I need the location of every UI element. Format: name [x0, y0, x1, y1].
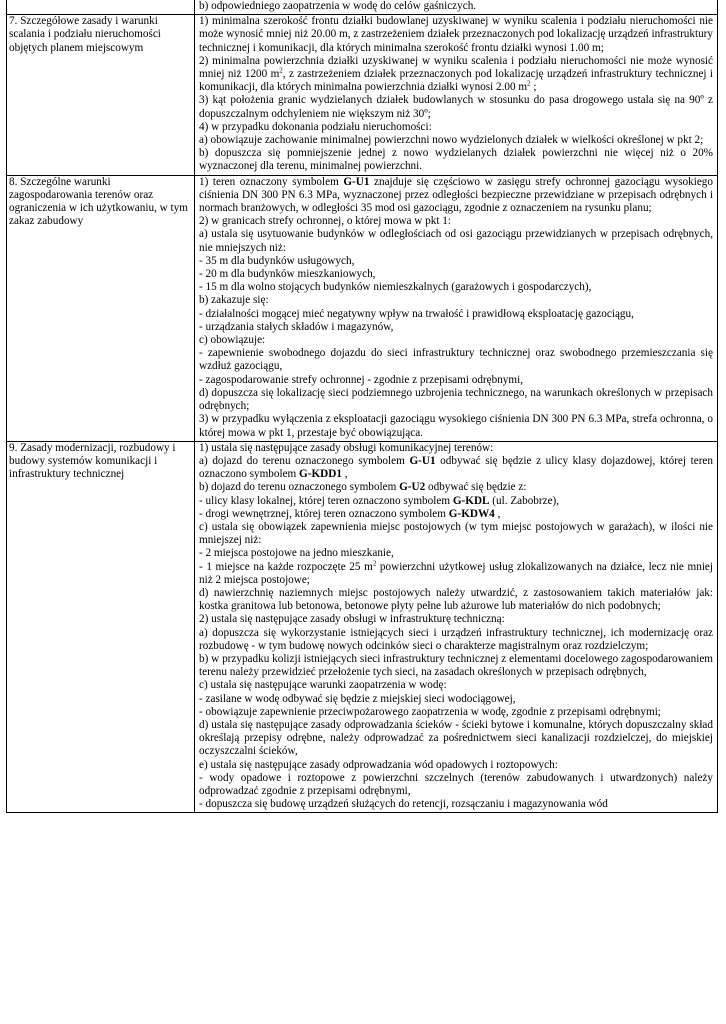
row-content [195, 441, 718, 813]
paragraph [199, 772, 713, 798]
table-row-continuation [7, 0, 718, 15]
text-run: b) zakazuje się: [199, 294, 269, 307]
paragraph [199, 719, 713, 759]
paragraph [199, 387, 713, 413]
paragraph [199, 627, 713, 653]
paragraph [199, 268, 713, 281]
paragraph [199, 558, 713, 587]
zone-symbol: G-U1 [409, 454, 436, 467]
row-content [195, 0, 718, 15]
text-run: 2) ustala się następujące zasady obsługi w infrastrukturę techniczną: [199, 613, 505, 626]
text-run: powierzchni użytkowej usług zlokalizowanych na działce, lecz nie mniej niż 2 miejsca postojowe; [199, 560, 713, 586]
text-run: 2) minimalna powierzchnia działki uzyskiwanej w wyniku scalenia i podziału nieruchomości nie może wynosić mniej niż 1200 m [199, 54, 713, 81]
paragraph [199, 521, 713, 547]
superscript: 2 [279, 66, 283, 75]
paragraph [199, 693, 713, 706]
text-run: ; [530, 81, 537, 94]
paragraph [199, 334, 713, 347]
text-run: - urządzania stałych składów i magazynów, [199, 320, 394, 333]
paragraph [199, 653, 713, 679]
text-run: , [494, 507, 501, 520]
text-run: c) obowiązuje: [199, 334, 266, 347]
paragraph [199, 134, 713, 147]
text-run: - zagospodarowanie strefy ochronnej - zgodnie z przepisami odrębnymi, [199, 373, 524, 386]
table-row-section-9 [7, 441, 718, 813]
text-run: c) ustala się następujące warunki zaopatrzenia w wodę: [199, 679, 447, 692]
plan-regulations-table [6, 0, 718, 813]
text-run: odbywać się będzie z ulicy klasy dojazdowej, której teren oznaczono symbolem [199, 454, 713, 481]
paragraph [199, 347, 713, 373]
text-run: - działalności mogącej mieć negatywny wpływ na trwałość i prawidłową eksploatację gazociągu, [199, 307, 634, 320]
text-run: b) w przypadku kolizji istniejących sieci infrastruktury technicznej z elementami docelowego zagospodarowaniem terenu należy przewidzieć przełożenie tych sieci, na zasadach określonych w przepisach odrębnych, [199, 652, 713, 679]
paragraph [199, 508, 713, 521]
text-run: - 15 m dla wolno stojących budynków niemieszkalnych (garażowych i gospodarczych), [199, 281, 592, 294]
paragraph [199, 281, 713, 294]
text-run: - drogi wewnętrznej, której teren oznaczono symbolem [199, 507, 449, 520]
zone-symbol: G-U1 [343, 175, 370, 188]
text-run: c) ustala się obowiązek zapewnienia miejsc postojowych (w tym miejsc postojowych w garażach), w ilości nie mniejszej niż: [199, 520, 713, 547]
text-run: 4) w przypadku dokonania podziału nieruchomości: [199, 120, 432, 133]
paragraph [199, 587, 713, 613]
text-run: (ul. Zabobrze), [489, 494, 560, 507]
paragraph [199, 679, 713, 692]
row-label: 9. Zasady modernizacji, rozbudowy i budowy systemów komunikacji i infrastruktury technicznej [7, 441, 195, 813]
text-run: b) dojazd do terenu oznaczonego symbolem [199, 481, 400, 494]
text-run: - 35 m dla budynków usługowych, [199, 254, 355, 267]
paragraph [199, 176, 713, 216]
text-run: , [341, 468, 348, 481]
text-run: a) dopuszcza się wykorzystanie istniejących sieci i urządzeń infrastruktury technicznej, ich modernizację oraz rozbudowę - w tym budowę nowych odcinków sieci o charakterze magistralnym oraz rozdzielczym; [199, 626, 713, 652]
row-label: 7. Szczegółowe zasady i warunki scalania i podziału nieruchomości objętych planem miejscowym [7, 15, 195, 175]
text-run: b) dopuszcza się pomniejszenie jednej z nowo wydzielanych działek powierzchni nie więcej niż o 20% wyznaczonej dla terenu, minimalnej powierzchni. [199, 147, 713, 173]
text-run: - 1 miejsce na każde rozpoczęte 25 m [199, 560, 373, 573]
zone-symbol: G-KDD1 [299, 468, 342, 481]
paragraph [199, 121, 713, 134]
row-content [195, 15, 718, 175]
paragraph [199, 15, 713, 55]
text-run: - 2 miejsca postojowe na jedno mieszkanie, [199, 547, 394, 560]
paragraph [199, 215, 713, 228]
text-run: - obowiązuje zapewnienie przeciwpożarowego zaopatrzenia w wodę, zgodnie z przepisami odrębnymi; [199, 705, 661, 718]
paragraph [199, 442, 713, 455]
table-row-section-8 [7, 175, 718, 441]
paragraph [199, 255, 713, 268]
text-run: a) dojazd do terenu oznaczonego symbolem [199, 454, 410, 467]
zone-symbol: G-KDW4 [448, 507, 495, 520]
text-run: - ulicy klasy lokalnej, której teren oznaczono symbolem [199, 494, 453, 507]
text-run: , z zastrzeżeniem działek przeznaczonych pod lokalizację urządzeń infrastruktury technicznej i komunikacji, dla których minimalna powierzchnia działki wynosi 2.00 m [199, 68, 713, 94]
paragraph [199, 495, 713, 508]
paragraph [199, 294, 713, 307]
row-label: 8. Szczególne warunki zagospodarowania terenów oraz ograniczenia w ich użytkowaniu, w tym zakaz zabudowy [7, 175, 195, 441]
text-run: 1) teren oznaczony symbolem [199, 175, 344, 188]
paragraph [199, 147, 713, 173]
text-run: e) ustala się następujące zasady odprowadzania wód opadowych i roztopowych: [199, 758, 558, 771]
text-run: - wody opadowe i roztopowe z powierzchni szczelnych (terenów zabudowanych i utwardzonych) należy odprowadzać zgodnie z przepisami odrębnymi, [199, 771, 713, 797]
row-content [195, 175, 718, 441]
paragraph [199, 613, 713, 626]
zone-symbol: G-KDL [452, 494, 490, 507]
text-run: - 20 m dla budynków mieszkaniowych, [199, 268, 376, 281]
text-run: 2) w granicach strefy ochronnej, o której mowa w pkt 1: [199, 215, 451, 228]
text-run: odbywać się będzie z: [425, 481, 527, 494]
zone-symbol: G-U2 [399, 481, 426, 494]
text-run: znajduje się częściowo w zasięgu strefy ochronnej gazociągu wysokiego ciśnienia DN 300 PN 6.3 MPa, wyznaczonej przez odległości bezpieczne przewidziane w przepisach odrębnych i normach branżowych, w odległości 35 mod osi gazociągu, zgodnie z oznaczeniem na rysunku planu; [199, 175, 713, 215]
superscript: 2 [372, 558, 377, 567]
text-run: a) obowiązuje zachowanie minimalnej powierzchni nowo wydzielonych działek w wielkości określonej w pkt 2; [199, 134, 704, 147]
text-run: d) ustala się następujące zasady odprowadzania ścieków - ścieki bytowe i komunalne, których dopuszczalny skład określają przepisy odrębne, należy odprowadzać za pośrednictwem sieci kanalizacji rozdzielczej, do miejskiej oczyszczalni ścieków, [199, 718, 713, 758]
row-label-empty [7, 0, 195, 15]
paragraph [199, 55, 713, 95]
text-run: 3) kąt położenia granic wydzielanych działek budowlanych w stosunku do pasa drogowego ustala się na 90º z dopuszczalnym odchyleniem nie większym niż 30º; [199, 94, 713, 120]
paragraph [199, 413, 713, 439]
text-run: 3) w przypadku wyłączenia z eksploatacji gazociągu wysokiego ciśnienia DN 300 PN 6.3 MPa, strefa ochronna, o której mowa w pkt 1, przestaje być obowiązująca. [199, 413, 713, 439]
text-run: - zasilane w wodę odbywać się będzie z miejskiej sieci wodociągowej, [199, 692, 516, 705]
paragraph [199, 308, 713, 321]
paragraph [199, 374, 713, 387]
table-row-section-7 [7, 15, 718, 175]
paragraph [199, 759, 713, 772]
text-run: b) odpowiedniego zaopatrzenia w wodę do celów gaśniczych. [199, 0, 477, 12]
paragraph [199, 798, 713, 811]
text-run: - dopuszcza się budowę urządzeń służących do retencji, rozsączaniu i magazynowania wód [199, 798, 608, 811]
paragraph [199, 321, 713, 334]
paragraph [199, 547, 713, 560]
text-run: d) nawierzchnię naziemnych miejsc postojowych należy utwardzić, z zastosowaniem takich materiałów jak: kostka granitowa lub betonowa, betonowe płyty pełne lub ażurowe lub materiałów do nich podobnych; [199, 586, 713, 613]
paragraph [199, 94, 713, 120]
text-run: 1) minimalna szerokość frontu działki budowlanej uzyskiwanej w wyniku scalenia i podziału nieruchomości nie może wynosić mniej niż 20.00 m, z zastrzeżeniem działek przeznaczonych pod lokalizację urządzeń infrastruktury technicznej i komunikacji, dla których minimalna szerokość frontu działki wynosi 1.00 m; [199, 15, 713, 54]
text-run: 1) ustala się następujące zasady obsługi komunikacyjnej terenów: [199, 441, 494, 454]
paragraph [199, 706, 713, 719]
text-run: - zapewnienie swobodnego dojazdu do sieci infrastruktury technicznej oraz swobodnego przemieszczania się wzdłuż gazociągu, [199, 347, 713, 373]
paragraph [199, 455, 713, 481]
paragraph [199, 228, 713, 254]
paragraph [199, 0, 713, 13]
superscript: 2 [527, 79, 531, 88]
paragraph [199, 481, 713, 494]
text-run: a) ustala się usytuowanie budynków w odległościach od osi gazociągu przewidzianych w przepisach odrębnych, nie mniejszych niż: [199, 228, 713, 254]
text-run: d) dopuszcza się lokalizację sieci podziemnego uzbrojenia technicznego, na warunkach określonych w przepisach odrębnych; [199, 386, 713, 413]
